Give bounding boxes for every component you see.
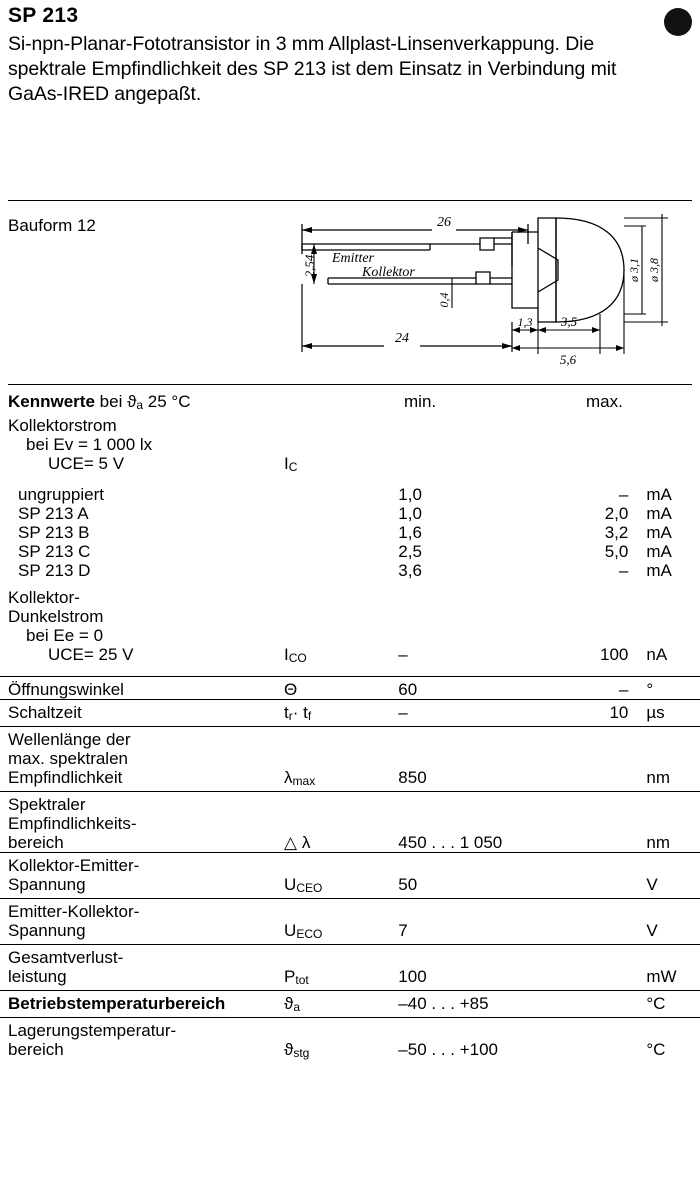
row-max: 100 — [599, 645, 629, 664]
row-min — [398, 626, 517, 645]
svg-text:1,3: 1,3 — [517, 315, 533, 329]
svg-text:5,6: 5,6 — [559, 352, 577, 367]
table-spacer — [0, 668, 700, 677]
row-max — [517, 416, 647, 435]
row-label: Spannung — [8, 921, 86, 940]
row-symbol — [284, 749, 398, 768]
intro-text: Si-npn-Planar-Fototransistor in 3 mm Allplast-Linsenverkappung. Die spektrale Empfindlichkeit des SP 213 ist dem Einsatz in Verbindung mit GaAs-IRED angepaßt. — [8, 33, 617, 105]
row-label: Empfindlichkeits- — [8, 814, 137, 833]
row-unit: mA — [646, 523, 672, 542]
row-symbol: Ptot — [284, 967, 309, 987]
table-row — [0, 435, 700, 454]
row-unit — [646, 1018, 700, 1041]
row-min: – — [398, 645, 408, 664]
row-min: –50 . . . +100 — [398, 1040, 499, 1059]
row-symbol — [284, 792, 398, 815]
table-spacer — [0, 477, 700, 485]
row-label: SP 213 A — [18, 504, 89, 523]
row-max — [517, 792, 647, 815]
table-row — [0, 677, 700, 700]
row-max: 5,0 — [604, 542, 629, 561]
row-max — [517, 454, 647, 477]
row-symbol — [284, 814, 398, 833]
row-label: UCE= 25 V — [48, 645, 134, 664]
row-max — [517, 967, 647, 991]
table-row — [0, 645, 700, 668]
row-label: Kollektor- — [8, 588, 80, 607]
row-symbol: UECO — [284, 921, 323, 941]
row-label: bereich — [8, 833, 64, 852]
row-min — [398, 727, 517, 750]
row-label: bei Ev = 1 000 lx — [26, 435, 153, 454]
row-max — [517, 945, 647, 968]
table-row — [0, 1018, 700, 1041]
bauform-label: Bauform 12 — [8, 216, 96, 235]
table-row — [0, 899, 700, 922]
row-unit — [646, 749, 700, 768]
row-symbol — [284, 853, 398, 876]
row-max — [517, 588, 647, 607]
row-label: leistung — [8, 967, 67, 986]
row-unit — [646, 792, 700, 815]
row-unit — [646, 588, 700, 607]
row-max: 2,0 — [604, 504, 629, 523]
row-max — [517, 607, 647, 626]
row-min — [398, 899, 517, 922]
table-row — [0, 1040, 700, 1063]
row-symbol: IC — [284, 454, 298, 474]
row-symbol: ϑa — [284, 991, 398, 1018]
row-unit — [646, 626, 700, 645]
row-max — [517, 853, 647, 876]
svg-text:ø 3,8: ø 3,8 — [647, 258, 661, 282]
row-min: 1,0 — [398, 504, 422, 523]
characteristics-table — [0, 416, 700, 1063]
table-row — [0, 875, 700, 899]
row-symbol — [284, 542, 398, 561]
row-max: – — [618, 561, 629, 580]
row-max: – — [618, 485, 629, 504]
row-unit: µs — [646, 700, 700, 727]
row-min: 850 — [398, 768, 427, 787]
row-unit: °C — [646, 991, 700, 1018]
row-symbol — [284, 626, 398, 645]
row-unit — [646, 899, 700, 922]
row-symbol: tr· tf — [284, 700, 398, 727]
kennwerte-heading-rest: bei ϑa 25 °C — [99, 392, 191, 412]
row-max — [517, 626, 647, 645]
row-min — [398, 792, 517, 815]
row-max — [517, 768, 647, 792]
row-label: Spannung — [8, 875, 86, 894]
row-symbol: UCEO — [284, 875, 323, 895]
row-max — [517, 875, 647, 899]
row-unit — [646, 607, 700, 626]
svg-text:3,5: 3,5 — [560, 314, 578, 329]
row-min: 100 — [398, 967, 427, 986]
table-row — [0, 749, 700, 768]
row-min: –40 . . . +85 — [398, 991, 517, 1018]
row-symbol — [284, 945, 398, 968]
row-label: Spektraler — [0, 792, 284, 815]
row-unit — [646, 416, 700, 435]
table-row — [0, 561, 700, 580]
row-unit: nm — [646, 768, 670, 787]
row-unit: mA — [646, 561, 672, 580]
row-unit — [646, 853, 700, 876]
row-min — [398, 435, 517, 454]
table-row — [0, 607, 700, 626]
row-max — [517, 814, 647, 833]
row-min — [398, 588, 517, 607]
kennwerte-heading-bold: Kennwerte — [8, 392, 95, 411]
row-max — [517, 435, 647, 454]
table-row — [0, 967, 700, 991]
row-unit: mA — [646, 485, 672, 504]
table-row — [0, 454, 700, 477]
label-emitter: Emitter — [332, 251, 374, 266]
table-row — [0, 504, 700, 523]
table-row — [0, 542, 700, 561]
row-symbol: ICO — [284, 645, 307, 665]
row-min — [398, 1018, 517, 1041]
row-unit — [646, 814, 700, 833]
table-row — [0, 921, 700, 945]
row-max — [517, 727, 647, 750]
row-label: Öffnungswinkel — [0, 677, 284, 700]
row-label: SP 213 B — [18, 523, 90, 542]
row-min — [398, 607, 517, 626]
row-unit: mA — [646, 504, 672, 523]
divider-top — [8, 200, 692, 201]
table-spacer — [0, 580, 700, 588]
row-max: 10 — [517, 700, 647, 727]
row-symbol — [284, 607, 398, 626]
row-label: SP 213 D — [18, 561, 91, 580]
package-drawing — [280, 204, 692, 382]
row-label: Emitter-Kollektor- — [0, 899, 284, 922]
svg-text:0,4: 0,4 — [437, 292, 451, 308]
row-unit: °C — [646, 1040, 666, 1059]
row-symbol — [284, 416, 398, 435]
row-unit — [646, 435, 700, 454]
row-max — [517, 899, 647, 922]
row-symbol — [284, 435, 398, 454]
row-unit: nm — [646, 833, 670, 852]
table-row — [0, 833, 700, 853]
row-label: Kollektor-Emitter- — [0, 853, 284, 876]
row-min: 3,6 — [398, 561, 422, 580]
row-max: – — [517, 677, 647, 700]
table-row — [0, 991, 700, 1018]
package-drawing-svg — [280, 204, 692, 382]
row-label: Lagerungstemperatur- — [0, 1018, 284, 1041]
row-min: – — [398, 700, 517, 727]
row-unit: nA — [646, 645, 668, 664]
row-symbol — [284, 504, 398, 523]
row-unit: V — [646, 875, 658, 894]
table-row — [0, 853, 700, 876]
row-unit: mA — [646, 542, 672, 561]
row-min: 60 — [398, 677, 517, 700]
row-label: Wellenlänge der — [0, 727, 284, 750]
row-unit: V — [646, 921, 658, 940]
row-label: Schaltzeit — [0, 700, 284, 727]
row-max — [517, 1018, 647, 1041]
row-unit — [646, 727, 700, 750]
row-max — [517, 749, 647, 768]
column-header-max: max. — [586, 392, 623, 411]
table-row — [0, 700, 700, 727]
svg-text:24: 24 — [395, 331, 409, 346]
row-min: 2,5 — [398, 542, 422, 561]
row-label: bereich — [8, 1040, 64, 1059]
row-unit — [646, 454, 700, 477]
page-title: SP 213 — [8, 4, 79, 27]
row-label: SP 213 C — [18, 542, 91, 561]
divider-table-top — [8, 384, 692, 385]
row-unit: mW — [646, 967, 677, 986]
table-row — [0, 523, 700, 542]
label-kollektor: Kollektor — [362, 265, 415, 280]
row-min — [398, 814, 517, 833]
table-row — [0, 814, 700, 833]
row-symbol — [284, 727, 398, 750]
row-min: 1,6 — [398, 523, 422, 542]
row-symbol — [284, 1018, 398, 1041]
table-row — [0, 945, 700, 968]
kennwerte-heading — [8, 392, 191, 412]
table-row — [0, 768, 700, 792]
row-unit — [646, 945, 700, 968]
table-row — [0, 792, 700, 815]
row-max — [517, 833, 647, 853]
row-max — [517, 1040, 647, 1063]
row-label: ungruppiert — [18, 485, 105, 504]
row-min — [398, 749, 517, 768]
row-label: Gesamtverlust- — [0, 945, 284, 968]
row-label: Betriebstemperaturbereich — [0, 991, 284, 1018]
row-max — [517, 991, 647, 1018]
row-label: Dunkelstrom — [8, 607, 104, 626]
row-max — [517, 921, 647, 945]
column-header-min: min. — [404, 392, 437, 411]
row-symbol: △ λ — [284, 833, 311, 852]
row-min: 1,0 — [398, 485, 422, 504]
row-symbol: ϑstg — [284, 1040, 310, 1060]
table-row — [0, 626, 700, 645]
row-symbol — [284, 899, 398, 922]
table-row — [0, 588, 700, 607]
table-row — [0, 416, 700, 435]
row-min: 450 . . . 1 050 — [398, 833, 503, 852]
row-min — [398, 853, 517, 876]
row-min — [398, 416, 517, 435]
row-min: 50 — [398, 875, 418, 894]
row-min — [398, 945, 517, 968]
row-min: 7 — [398, 921, 408, 940]
svg-text:26: 26 — [437, 215, 451, 230]
row-symbol: λmax — [284, 768, 316, 788]
row-label: Empfindlichkeit — [8, 768, 123, 787]
dim-2-54: 2,54 — [302, 254, 317, 278]
table-row — [0, 485, 700, 504]
row-symbol — [284, 485, 398, 504]
row-symbol — [284, 523, 398, 542]
row-symbol — [284, 561, 398, 580]
table-row — [0, 727, 700, 750]
row-max: 3,2 — [604, 523, 629, 542]
row-label: bei Ee = 0 — [26, 626, 104, 645]
row-label: UCE= 5 V — [48, 454, 125, 473]
row-symbol: Θ — [284, 677, 398, 700]
svg-text:ø 3,1: ø 3,1 — [627, 258, 641, 282]
row-min — [398, 454, 517, 477]
row-unit: ° — [646, 677, 700, 700]
row-label: max. spektralen — [8, 749, 128, 768]
row-symbol — [284, 588, 398, 607]
row-label: Kollektorstrom — [8, 416, 117, 435]
